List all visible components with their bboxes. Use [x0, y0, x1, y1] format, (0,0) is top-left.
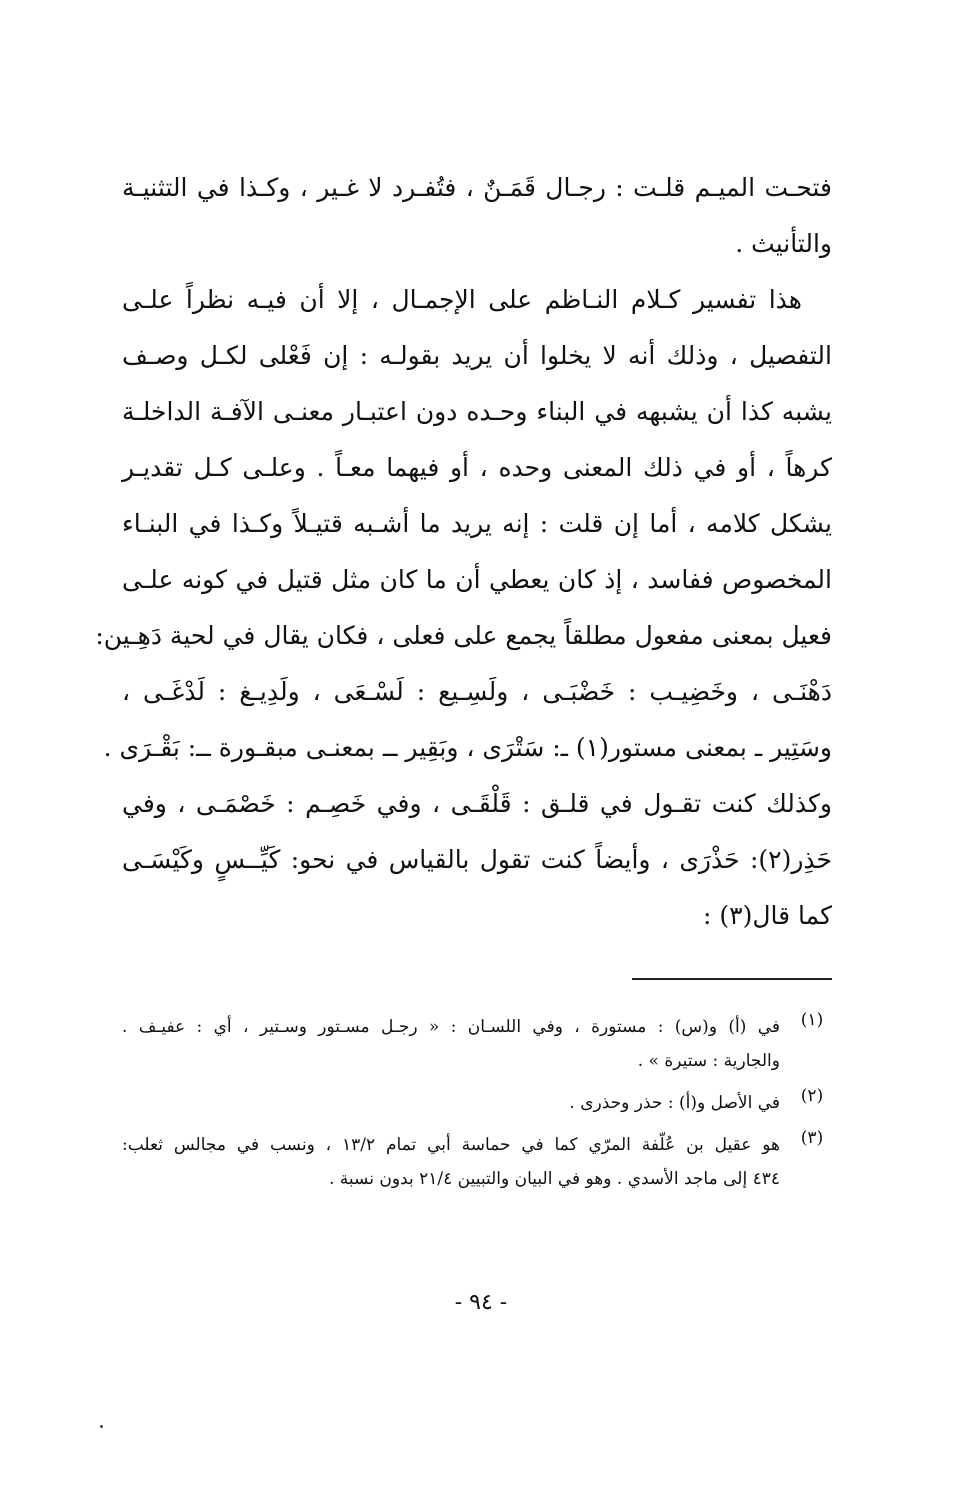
footnote-divider	[632, 978, 832, 980]
text-line: المخصوص ففاسد ، إذ كان يعطي أن ما كان مثل قتيل في كونه علـى	[122, 565, 832, 594]
text-line: وكذلك كنت تقـول في قلـق : قَلْقَـى ، وفي خَصِـم : خَصْمَـى ، وفي	[122, 789, 832, 818]
footnote-line: هو عقيل بن عُلّفة المرّي كما في حماسة أبي تمام ١٣/٢ ، ونسب في مجالس ثعلب:	[122, 1135, 780, 1155]
footnote-number: (٢)	[800, 1086, 824, 1106]
text-line: فعيل بمعنى مفعول مطلقاً يجمع على فعلى ، فكان يقال في لحية دَهِـين:	[95, 621, 832, 650]
footnote-line: في (أ) و(س) : مستورة ، وفي اللسـان : « رجـل مسـتور وسـتير ، أي : عفيـف .	[122, 1017, 780, 1037]
text-line: يشبه كذا أن يشبهه في البناء وحـده دون اعتبـار معنـى الآفـة الداخلـة	[122, 397, 832, 426]
text-line: فتحـت الميـم قلـت : رجـال قَمَـنٌ ، فتُفـرد لا غـير ، وكـذا في التثنيـة	[122, 173, 832, 202]
footnote	[122, 1010, 832, 1078]
footnote-number: (١)	[800, 1010, 824, 1030]
footnote-line: والجارية : ستيرة » .	[637, 1051, 780, 1071]
footnotes	[122, 1010, 832, 1204]
footnote	[122, 1086, 832, 1120]
text-line: يشكل كلامه ، أما إن قلت : إنه يريد ما أشـبه قتيـلاً وكـذا في البنـاء	[122, 509, 832, 538]
scan-speck	[100, 1425, 103, 1428]
text-line: كرهاً ، أو في ذلك المعنى وحده ، أو فيهما معـاً . وعلـى كـل تقديـر	[122, 453, 832, 482]
text-line: وسَتِير ـ بمعنى مستور(١) ـ: سَتْرَى ، وبَقِير ــ بمعنـى مبقـورة ــ: بَقْـرَى .	[103, 733, 832, 762]
text-line: هذا تفسير كـلام النـاظم على الإجمـال ، إلا أن فيـه نظراً علـى	[122, 285, 802, 314]
text-line: والتأنيث .	[735, 229, 832, 258]
text-line: التفصيل ، وذلك أنه لا يخلوا أن يريد بقولـه : إن فَعْلى لكـل وصـف	[122, 341, 832, 370]
page-number: - ٩٤ -	[454, 1290, 508, 1315]
footnote-line: في الأصل و(أ) : حذر وحذرى .	[569, 1093, 780, 1113]
text-line: كما قال(٣) :	[703, 901, 832, 930]
text-line: دَهْنَـى ، وخَضِيـب : خَضْبَـى ، ولَسِـيع : لَسْـعَى ، ولَدِيـغ : لَدْغَـى ،	[122, 677, 832, 706]
footnote-line: ٤٣٤ إلى ماجد الأسدي . وهو في البيان والتبيين ٢١/٤ بدون نسبة .	[328, 1169, 780, 1189]
footnote-number: (٣)	[800, 1128, 824, 1148]
footnote	[122, 1128, 832, 1196]
text-line: حَذِر(٢): حَذْرَى ، وأيضاً كنت تقول بالقياس في نحو: كَيِّــسٍ وكَيْسَـى	[122, 845, 832, 874]
main-text	[95, 160, 832, 944]
